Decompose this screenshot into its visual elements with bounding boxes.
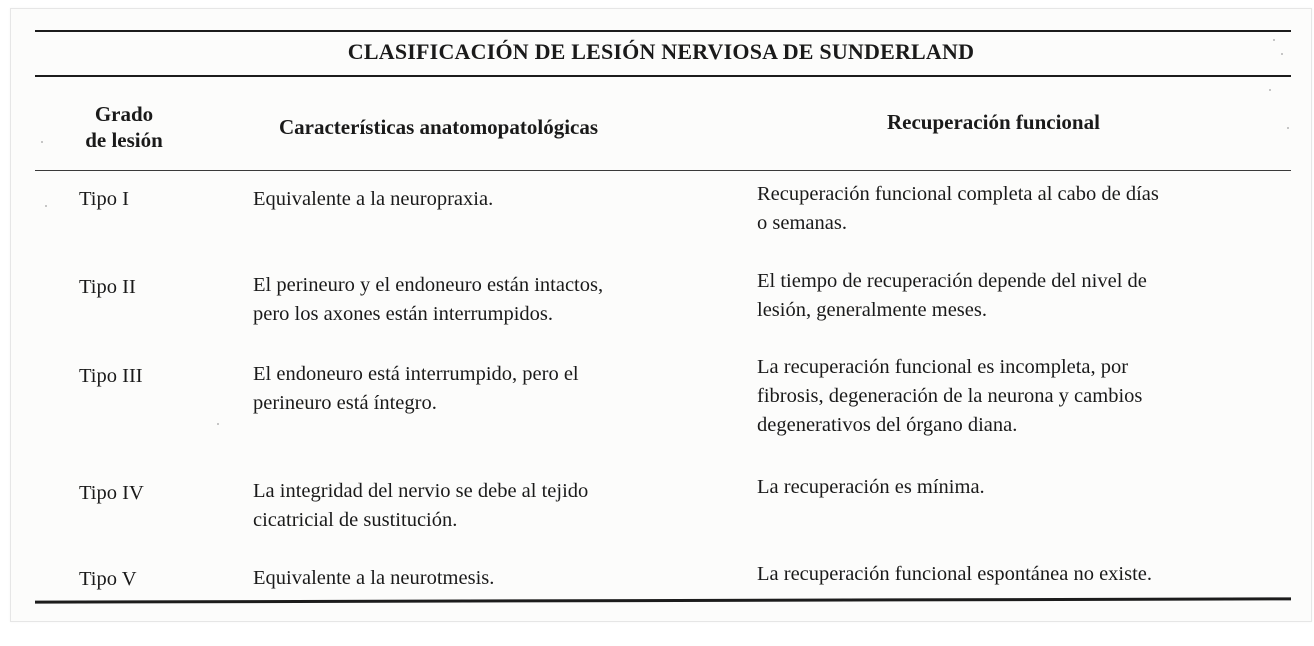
scan-speck [1281, 53, 1283, 55]
header-grado-line2: de lesión [85, 128, 163, 152]
scan-speck [45, 205, 47, 207]
row-caracteristicas [253, 564, 743, 593]
row-recup-line: degenerativos del órgano diana. [757, 414, 1018, 436]
scan-speck [1269, 89, 1271, 91]
row-caract-line: Equivalente a la neurotmesis. [253, 567, 495, 589]
row-caract-line: La integridad del nervio se debe al tejido [253, 480, 589, 502]
row-caract-line: perineuro está íntegro. [253, 392, 437, 414]
row-recup-line: fibrosis, degeneración de la neurona y cambios [757, 385, 1143, 407]
row-recuperacion [757, 560, 1302, 589]
row-recuperacion [757, 473, 1302, 502]
scan-speck [1273, 39, 1275, 41]
row-caract-line: El endoneuro está interrumpido, pero el [253, 363, 579, 385]
row-caracteristicas [253, 271, 743, 329]
row-caracteristicas [253, 360, 743, 418]
header-caracteristicas: Características anatomopatológicas [279, 115, 599, 139]
row-caracteristicas [253, 477, 743, 535]
header-rule [35, 170, 1291, 171]
row-recuperacion [757, 267, 1302, 325]
scan-speck [1287, 127, 1289, 129]
row-caract-line: El perineuro y el endoneuro están intactos, [253, 274, 604, 296]
row-caract-line: cicatricial de sustitución. [253, 509, 458, 531]
table-top-rule [35, 30, 1291, 32]
row-recuperacion [757, 180, 1302, 238]
header-grado-de-lesion [69, 101, 179, 153]
table-title: CLASIFICACIÓN DE LESIÓN NERVIOSA DE SUNDERLAND [347, 39, 975, 64]
row-recup-line: o semanas. [757, 212, 847, 234]
scanned-table-page [10, 8, 1312, 622]
row-tipo-label: Tipo III [79, 365, 143, 387]
row-recup-line: La recuperación funcional espontánea no existe. [757, 563, 1153, 585]
row-recuperacion [757, 353, 1302, 440]
row-tipo-label: Tipo II [79, 276, 136, 298]
scan-speck [41, 141, 43, 143]
row-recup-line: Recuperación funcional completa al cabo de días [757, 183, 1159, 205]
row-tipo-label: Tipo IV [79, 482, 144, 504]
row-recup-line: El tiempo de recuperación depende del nivel de [757, 270, 1147, 292]
row-caract-line: pero los axones están interrumpidos. [253, 303, 554, 325]
row-caracteristicas [253, 185, 743, 214]
row-recup-line: La recuperación es mínima. [757, 476, 985, 498]
row-tipo-label: Tipo I [79, 188, 129, 210]
row-recup-line: lesión, generalmente meses. [757, 299, 987, 321]
row-recup-line: La recuperación funcional es incompleta, por [757, 356, 1129, 378]
header-recuperacion: Recuperación funcional [887, 110, 1100, 134]
row-caract-line: Equivalente a la neuropraxia. [253, 188, 494, 210]
scan-speck [217, 423, 219, 425]
title-rule [35, 75, 1291, 77]
header-grado-line1: Grado [94, 102, 154, 126]
row-tipo-label: Tipo V [79, 568, 137, 590]
table-bottom-rule [35, 597, 1291, 603]
